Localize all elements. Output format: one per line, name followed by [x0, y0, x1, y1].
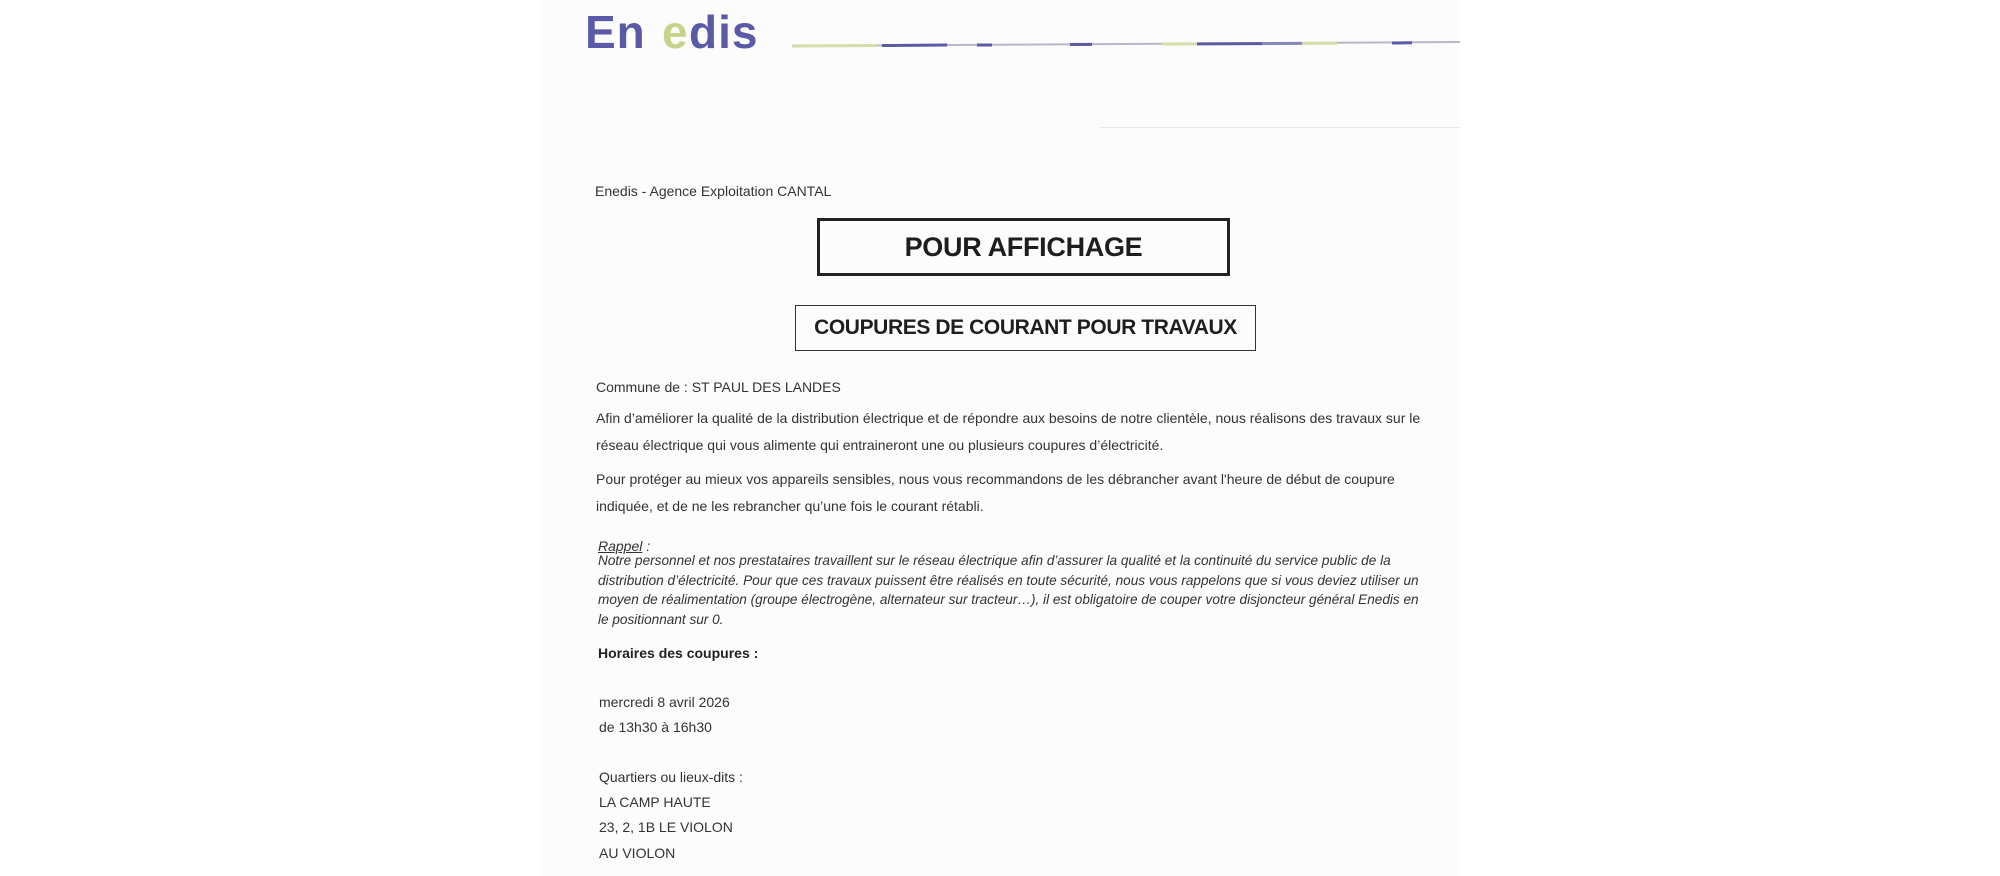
- location-item: AU VIOLON: [599, 845, 676, 861]
- commune-line: Commune de : ST PAUL DES LANDES: [596, 379, 841, 395]
- intro-paragraph-2: Pour protéger au mieux vos appareils sensibles, nous vous recommandons de les débrancher avant l'heure de début de coupure indiquée, et de ne les rebrancher qu’une fois le courant rétabli.: [596, 471, 1395, 514]
- svg-text:dis: dis: [689, 8, 759, 56]
- location-item: LA CAMP HAUTE: [599, 794, 711, 810]
- intro-paragraph-1: Afin d’améliorer la qualité de la distribution électrique et de répondre aux besoins de notre clientèle, nous réalisons des travaux sur le réseau électrique qui vous alimente qui entraineront une ou plusieurs coupures d’électricité.: [596, 410, 1421, 453]
- enedis-logo: [585, 8, 785, 56]
- location-item: 23, 2, 1B LE VIOLON: [599, 819, 733, 835]
- rappel-text: Notre personnel et nos prestataires travaillent sur le réseau électrique afin d’assurer la qualité et la continuité du service public de la distribution d’électricité. Pour que ces travaux puissent être réalisés en toute sécurité, nous vous rappelons que si vous deviez utiliser un moyen de réalimentation (groupe électrogène, alternateur sur tracteur…), il est obligatoire de couper votre disjoncteur général Enedis en le positionnant sur 0.: [598, 553, 1419, 627]
- horaires-heading: Horaires des coupures :: [598, 645, 759, 661]
- outage-date: mercredi 8 avril 2026: [599, 694, 730, 710]
- outage-hours: de 13h30 à 16h30: [599, 719, 712, 735]
- notice-subtitle: COUPURES DE COURANT POUR TRAVAUX: [795, 305, 1256, 351]
- notice-title: POUR AFFICHAGE: [817, 218, 1230, 276]
- svg-text:e: e: [662, 8, 688, 56]
- notice-page: [540, 0, 1460, 876]
- agency-name: Enedis - Agence Exploitation CANTAL: [595, 183, 832, 199]
- locations-label: Quartiers ou lieux-dits :: [599, 769, 743, 785]
- rappel-colon: :: [642, 538, 651, 554]
- header-faint-rule: [1100, 127, 1460, 128]
- svg-text:En: En: [585, 8, 646, 56]
- rappel-label: Rappel: [598, 538, 643, 554]
- header-decorative-rule: [792, 36, 1460, 48]
